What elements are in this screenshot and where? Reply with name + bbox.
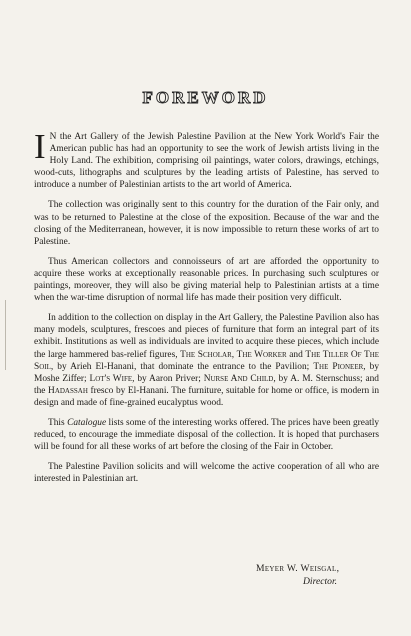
work-title-lots-wife: Lot's Wife: [89, 373, 133, 384]
catalogue-title: Catalogue: [67, 417, 107, 428]
paragraph-5: [34, 417, 379, 453]
paragraph-4-sep-4: , by Moshe Ziffer;: [34, 361, 380, 384]
paragraph-6: The Palestine Pavilion solicits and will welcome the active cooperation of all who are interested in Palestinian art.: [34, 462, 379, 485]
work-title-worker: The Worker: [236, 349, 287, 360]
signature-name: Meyer W. Weisgal,: [256, 563, 340, 574]
foreword-body: [34, 127, 380, 493]
work-title-nurse-and-child: Nurse And Child: [203, 373, 274, 384]
paragraph-1: [34, 127, 379, 191]
paragraph-4: [34, 312, 379, 409]
paragraph-3: Thus American collectors and connoisseurs of art are afforded the opportunity to acquire these works at exceptionally reasonable prices. In purchasing such sculptures or paintings, moreover, they will also be giving material help to Palestinian artists at a time when the war-time disruption of normal life has made their position very difficult.: [34, 256, 379, 304]
paragraph-4-sep-7: fresco by El-Hanani. The furniture, suitable for home or office, is modern in design and made of fine-grained eucalyptus wood.: [34, 385, 380, 408]
left-margin-mark: [5, 300, 6, 370]
work-title-pioneer: The Pioneer: [313, 361, 364, 372]
paragraph-1-text: N the Art Gallery of the Jewish Palestine Pavilion at the New York World's Fair the American public has had an opportunity to see the work of Jewish artists living in the Holy Land. The exhibition, comprising oil paintings, water colors, drawings, etchings, wood-cuts, lithographs and sculptures by the leading artists of Palestine, has served to introduce a number of Palestinian artists to the art world of America.: [34, 132, 379, 191]
paragraph-4-sep-3: , by Arieh El-Hanani, that dominate the entrance to the Pavilion;: [50, 361, 310, 372]
paragraph-5-text: lists some of the interesting works offered. The prices have been greatly reduced, to encourage the immediate disposal of the collection. It is hoped that purchasers will be found for all these works of art before the closing of the Fair in October.: [34, 417, 380, 453]
paragraph-4-sep-2: and: [289, 349, 303, 360]
paragraph-4-sep-6: , by A. M. Sternschuss; and the: [34, 373, 379, 396]
paragraph-4-sep-5: , by Aaron Priver;: [132, 373, 201, 384]
work-title-tiller: The Tiller Of The Soil: [34, 349, 380, 372]
work-title-scholar: The Scholar: [180, 349, 232, 360]
signature-title: Director.: [303, 576, 338, 587]
paragraph-2: The collection was originally sent to this country for the duration of the Fair only, and was to be returned to Palestine at the close of the exposition. Because of the war and the closing of the Mediterranean, however, it is now impossible to return these works of art to Palestine.: [34, 200, 379, 247]
paragraph-5-lead: This: [48, 417, 65, 428]
paragraph-4-sep-1: ,: [231, 349, 235, 360]
drop-cap: I: [34, 127, 46, 166]
page-title: FOREWORD: [142, 88, 269, 107]
work-title-hadassah: Hadassah: [48, 385, 88, 396]
paragraph-4-text: In addition to the collection on display in the Art Gallery, the Palestine Pavilion also has many models, sculptures, frescoes and pieces of furniture that form an integral part of its exhibit. Institutions as well as individuals are invited to acquire these pieces, which include the large hammered bas-relief figures,: [34, 313, 379, 360]
